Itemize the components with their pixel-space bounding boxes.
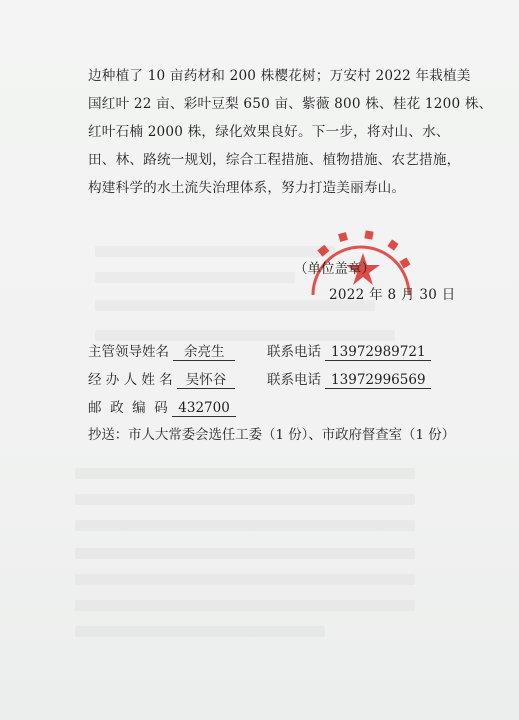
postcode: 432700 [172, 401, 236, 417]
leader-phone-row [267, 340, 431, 361]
leader-row [88, 340, 235, 361]
handler-name: 吴怀谷 [177, 373, 235, 389]
handler-phone-label: 联系电话 [267, 372, 321, 388]
body-line-1: 边种植了 10 亩药材和 200 株樱花树；万安村 2022 年栽植美 [88, 68, 471, 84]
handler-row [88, 368, 235, 389]
handler-phone-row [267, 368, 431, 389]
body-line-3: 红叶石楠 2000 株，绿化效果良好。下一步，将对山、水、 [88, 124, 450, 140]
issue-date: 2022 年 8 月 30 日 [329, 287, 456, 303]
leader-phone: 13972989721 [325, 345, 431, 361]
leader-phone-label: 联系电话 [267, 344, 321, 360]
seal-note: （单位盖章） [294, 261, 375, 277]
handler-phone: 13972996569 [325, 373, 431, 389]
cc-line: 抄送：市人大常委会选任工委（1 份）、市政府督查室（1 份） [88, 428, 456, 443]
postcode-row [88, 396, 236, 417]
body-line-2: 国红叶 22 亩、彩叶豆梨 650 亩、紫薇 800 株、桂花 1200 株、 [88, 96, 493, 112]
body-line-4: 田、林、路统一规划，综合工程措施、植物措施、农艺措施， [88, 152, 461, 168]
body-line-5: 构建科学的水土流失治理体系，努力打造美丽寿山。 [88, 180, 406, 196]
postcode-label: 邮 政 编 码 [88, 400, 168, 416]
handler-label: 经 办 人 姓 名 [88, 372, 173, 388]
leader-name: 余亮生 [173, 345, 235, 361]
leader-label: 主管领导姓名 [88, 344, 169, 360]
